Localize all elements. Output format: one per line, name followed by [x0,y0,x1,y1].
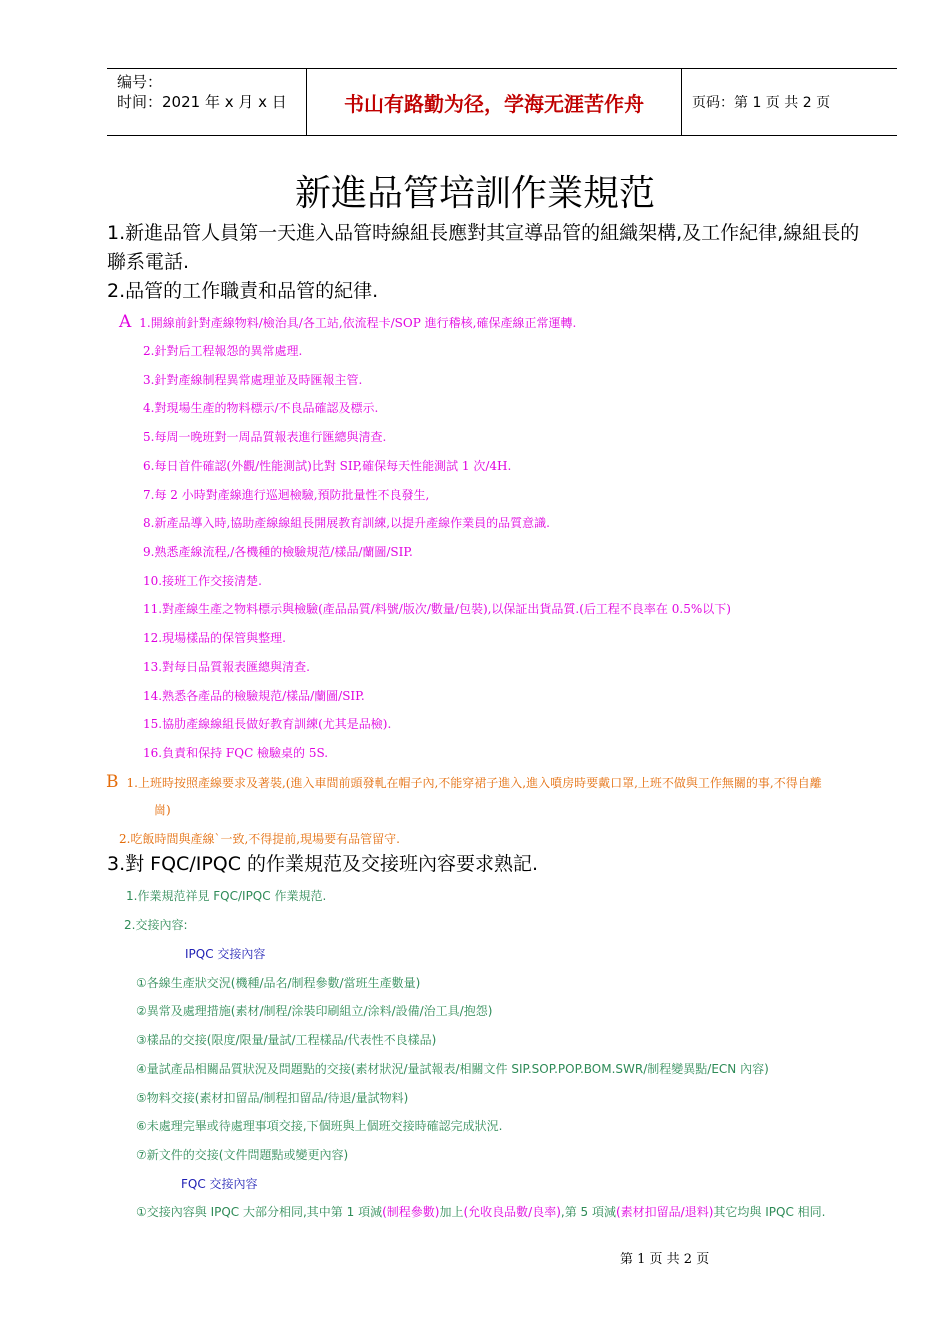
fqc-text: 加上 [439,1205,464,1219]
fqc-text: 其它均與 IPQC 相同. [713,1205,826,1219]
section-2: 2.品管的工作職責和品管的紀律. [107,280,379,302]
fqc-item [136,1203,825,1220]
page-header [107,68,897,136]
part-a-item: 3.針對產線制程異常處理並及時匯報主管. [143,373,363,387]
part-b-item-1-cont: 崗) [154,803,171,817]
ipqc-item: ⑦新文件的交接(文件問題點或變更內容) [136,1148,349,1162]
ipqc-item: ⑤物料交接(素材扣留品/制程扣留品/待退/量試物料) [136,1091,409,1105]
fqc-subheading: FQC 交接內容 [181,1177,258,1191]
fqc-highlight: (允收良品數/良率) [463,1205,561,1219]
part-a-letter: A [119,312,132,332]
s3-item-2: 2.交接內容: [124,918,188,932]
number-label: 编号： [117,73,163,91]
part-a-item-1 [119,312,576,332]
ipqc-item: ②異常及處理措施(素材/制程/涂裝印刷組立/涂料/設備/治工具/抱怨) [136,1004,493,1018]
ipqc-subheading: IPQC 交接內容 [185,947,266,961]
part-a-item: 6.每日首件確認(外觀/性能測試)比對 SIP,確保每天性能測試 1 次/4H. [143,459,512,473]
ipqc-item: ①各線生產狀交況(機種/品名/制程參數/當班生產數量) [136,976,421,990]
section-1: 1.新進品管人員第一天進入品管時線組長應對其宣導品管的組織架構,及工作紀律,線組長的聯系電話. [107,222,860,273]
fqc-text: ,第 5 項減 [560,1205,616,1219]
motto: 书山有路勤为径，学海无涯苦作舟 [307,69,682,135]
page-footer: 第 1 页 共 2 页 [620,1252,710,1267]
part-b-item-2: 2.吃飯時間與產線`一致,不得提前,現場要有品管留守. [119,832,400,846]
ipqc-item: ③樣品的交接(限度/限量/量試/工程樣品/代表性不良樣品) [136,1033,437,1047]
fqc-highlight: (制程參數) [382,1205,440,1219]
page-number-label: 页码：第 1 页 共 2 页 [692,95,831,111]
part-a-item-text: 1.開線前針對產線物料/檢治具/各工站,依流程卡/SOP 進行稽核,確保產線正常運轉. [139,316,577,330]
part-b-item-text: 1.上班時按照產線要求及著裝,(進入車間前頭發軋在帽子內,不能穿裙子進入,進入噴房時要戴口罩,上班不做與工作無關的事,不得自離 [126,776,822,790]
document-title: 新進品管培訓作業規范 [294,173,655,214]
part-a-item: 15.協肋產線線組長做好教育訓練(尤其是品檢). [143,717,392,731]
part-a-item: 2.針對后工程報怨的異常處理. [143,344,303,358]
part-a-item: 11.對產線生產之物料標示與檢驗(產品品質/料號/版次/數量/包裝),以保証出貨品質.(后工程不良率在 0.5%以下) [143,602,731,616]
part-a-item: 16.負責和保持 FQC 檢驗桌的 5S. [143,746,329,760]
part-a-item: 12.現場樣品的保管與整理. [143,631,286,645]
part-a-item: 10.接班工作交接清楚. [143,574,262,588]
part-b-item-1 [106,772,822,792]
part-b-letter: B [106,772,119,792]
part-a-item: 9.熟悉產線流程,/各機種的檢驗規范/樣品/蘭圖/SIP. [143,545,413,559]
part-a-item: 8.新產品導入時,協助產線線組長開展教育訓練,以提升產線作業員的品質意識. [143,516,550,530]
part-a-item: 14.熟悉各產品的檢驗規范/樣品/蘭圖/SIP. [143,689,365,703]
ipqc-item: ⑥未處理完畢或待處理事項交接,下個班與上個班交接時確認完成狀況. [136,1119,503,1133]
fqc-highlight: (素材扣留品/退料) [615,1205,714,1219]
part-a-item: 5.每周一晚班對一周品質報表進行匯總與清查. [143,430,387,444]
fqc-text: ①交接內容與 IPQC 大部分相同,其中第 1 項減 [136,1205,383,1219]
s3-item-1: 1.作業規范祥見 FQC/IPQC 作業規范. [126,889,327,903]
time-label: 时间：2021 年 x 月 x 日 [117,93,287,111]
header-left-cell [107,69,307,135]
part-a-item: 7.每 2 小時對產線進行巡迴檢驗,預防批量性不良發生, [143,488,430,502]
ipqc-item: ④量試產品相關品質狀況及問題點的交接(素材狀況/量試報表/相關文件 SIP.SOP.POP.BOM.SWR/制程變異點/ECN 內容) [136,1062,769,1076]
part-a-item: 13.對每日品質報表匯總與清查. [143,660,310,674]
section-3: 3.對 FQC/IPQC 的作業規范及交接班內容要求熟記. [107,853,539,875]
part-a-item: 4.對現場生產的物料標示/不良品確認及標示. [143,401,379,415]
